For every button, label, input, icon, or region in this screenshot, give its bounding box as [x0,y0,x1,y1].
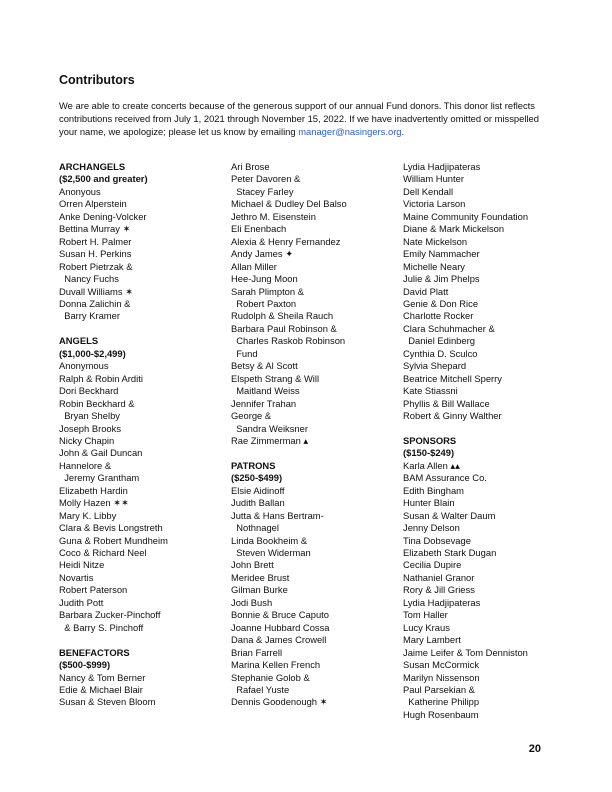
donor-name: Joanne Hubbard Cossa [231,621,330,633]
section-heading: BENEFACTORS [59,646,130,658]
donor-name: Stephanie Golob & [231,671,310,683]
donor-name: Hannelore & [59,459,112,471]
donor-name: Judith Ballan [231,497,285,509]
donor-name: Coco & Richard Neel [59,547,147,559]
donor-name: Guna & Robert Mundheim [59,534,168,546]
donor-name: David Platt [403,285,449,297]
donor-name: Barbara Paul Robinson & [231,322,337,334]
section-heading: ARCHANGELS [59,161,126,172]
donor-name: Cecilia Dupire [403,559,462,571]
donor-section [59,647,219,709]
donor-name: Robert Pietrzak & [59,260,133,272]
donor-name: Orren Alperstein [59,198,127,210]
donor-name: Nicky Chapin [59,434,115,446]
donor-name: Robert Paterson [59,584,128,596]
donor-section [59,161,219,323]
donor-name: Jodi Bush [231,596,273,608]
donor-name: Maine Community Foundation [403,210,529,222]
donor-name: Kate Stiassni [403,385,458,397]
donor-name: Anonymous [59,360,109,372]
donor-name: Barry Kramer [59,310,120,322]
donor-name: Robert Paxton [231,297,297,309]
section-range: ($150-$249) [403,447,455,459]
donor-name: Eli Enenbach [231,223,287,235]
email-link[interactable]: manager@nasingers.org [298,126,402,137]
section-range: ($250-$499) [231,472,283,484]
donor-name: Cynthia D. Sculco [403,347,478,359]
section-range: ($2,500 and greater) [59,173,148,185]
donor-name: & Barry S. Pinchoff [59,621,144,633]
donor-name: Tina Dobsevage [403,534,471,546]
donor-name: Fund [231,347,258,359]
donor-name: Victoria Larson [403,198,466,210]
donor-name: Elizabeth Hardin [59,484,128,496]
donor-name: Bonnie & Bruce Caputo [231,609,329,621]
donor-name: Jaime Leifer & Tom Denniston [403,646,528,658]
donor-section [403,435,578,721]
donor-name: Heidi Nitze [59,559,105,571]
donor-name: Tom Haller [403,609,448,621]
donor-name: Bettina Murray ✶ [59,223,131,235]
donor-name: Nathaniel Granor [403,571,475,583]
donor-name: Susan H. Perkins [59,248,132,260]
donor-name: Dori Beckhard [59,385,119,397]
donor-column-3 [403,161,578,734]
donor-name: Emily Nammacher [403,248,480,260]
donor-name: Ari Brose [231,161,270,172]
donor-name: Jeremy Grantham [59,472,140,484]
donor-name: Michael & Dudley Del Balso [231,198,347,210]
donor-section [231,161,396,447]
donor-name: Elspeth Strang & Will [231,372,320,384]
donor-name: Mary K. Libby [59,509,117,521]
donor-name: Marina Kellen French [231,659,321,671]
donor-name: Nothnagel [231,522,279,534]
donor-name: Nate Mickelson [403,235,468,247]
donor-name: Joseph Brooks [59,422,122,434]
donor-column-1 [59,161,219,721]
donor-name: Dennis Goodenough ✶ [231,696,328,708]
donor-name: Susan & Walter Daum [403,509,496,521]
donor-name: Brian Farrell [231,646,283,658]
page-title: Contributors [59,73,135,87]
donor-name: Duvall Williams ✶ [59,285,134,297]
donor-name: Nancy & Tom Berner [59,671,146,683]
donor-name: Stacey Farley [231,185,294,197]
donor-name: Elsie Aidinoff [231,484,285,496]
donor-name: Meridee Brust [231,571,290,583]
donor-name: Robert H. Palmer [59,235,132,247]
donor-name: George & [231,410,272,422]
donor-name: Daniel Edinberg [403,335,475,347]
donor-name: Lucy Kraus [403,621,450,633]
donor-name: Jethro M. Eisenstein [231,210,316,222]
donor-name: Julie & Jim Phelps [403,273,480,285]
section-range: ($1,000-$2,499) [59,347,126,359]
donor-name: Hunter Blain [403,497,455,509]
donor-section [403,161,578,423]
donor-name: Charles Raskob Robinson [231,335,346,347]
donor-column-2 [231,161,396,721]
donor-name: Clara & Bevis Longstreth [59,522,163,534]
donor-name: Diane & Mark Mickelson [403,223,505,235]
donor-name: Judith Pott [59,596,104,608]
donor-name: Rafael Yuste [231,684,290,696]
donor-name: Dell Kendall [403,185,454,197]
donor-name: Hugh Rosenbaum [403,708,479,720]
donor-name: Robert & Ginny Walther [403,410,502,422]
donor-name: Anke Dening-Volcker [59,210,147,222]
donor-name: Sandra Weiksner [231,422,308,434]
donor-name: Michelle Neary [403,260,465,272]
donor-name: Linda Bookheim & [231,534,308,546]
donor-name: Ralph & Robin Arditi [59,372,143,384]
donor-name: Jenny Delson [403,522,460,534]
donor-name: Lydia Hadjipateras [403,161,481,172]
donor-name: Anonyous [59,185,101,197]
donor-section [231,460,396,709]
donor-name: Susan McCormick [403,659,480,671]
donor-name: Katherine Philipp [403,696,480,708]
donor-name: Jutta & Hans Bertram- [231,509,324,521]
donor-name: Hee-Jung Moon [231,273,298,285]
donor-name: Jennifer Trahan [231,397,297,409]
donor-name: Dana & James Crowell [231,634,327,646]
section-heading: SPONSORS [403,434,457,446]
intro-tail: . [401,126,405,137]
donor-name: Nancy Fuchs [59,273,119,285]
section-range: ($500-$999) [59,659,111,671]
donor-name: Marilyn Nissenson [403,671,480,683]
donor-name: Rae Zimmerman ▴ [231,434,309,446]
donor-name: Lydia Hadjipateras [403,596,481,608]
donor-name: Charlotte Rocker [403,310,474,322]
donor-name: Sarah Plimpton & [231,285,304,297]
donor-name: Edie & Michael Blair [59,684,143,695]
page-number: 20 [528,743,541,755]
section-heading: PATRONS [231,459,276,471]
donor-name: Mary Lambert [403,634,461,646]
donor-name: Andy James ✦ [231,248,294,260]
donor-name: Genie & Don Rice [403,297,479,309]
donor-name: Gilman Burke [231,584,288,596]
donor-name: Novartis [59,571,94,583]
donor-name: Edith Bingham [403,484,464,496]
donor-name: Robin Beckhard & [59,397,135,409]
donor-name: Phyllis & Bill Wallace [403,397,490,409]
donor-name: Donna Zalichin & [59,297,131,309]
donor-name: BAM Assurance Co. [403,472,487,484]
section-heading: ANGELS [59,335,99,347]
intro-text: We are able to create concerts because of the generous support of our annual Fund donors. This donor list reflects contributions received from July 1, 2021 through November 15, 2022. If we have inadvertently omitted or misspelled your name, we apologize; please let us know by emailing [59,100,539,137]
donor-name: Beatrice Mitchell Sperry [403,372,502,384]
donor-name: John Brett [231,559,274,571]
donor-name: Betsy & Al Scott [231,360,298,372]
donor-name: Steven Widerman [231,547,311,559]
donor-name: Clara Schuhmacher & [403,322,495,334]
donor-name: Sylvia Shepard [403,360,467,372]
donor-name: Bryan Shelby [59,410,120,422]
intro-paragraph [59,99,559,138]
donor-section [59,335,219,634]
donor-name: Paul Parsekian & [403,684,475,696]
donor-name: Barbara Zucker-Pinchoff [59,609,161,621]
donor-name: Karla Allen ▴▴ [403,459,460,471]
donor-name: Alexia & Henry Fernandez [231,235,341,247]
donor-name: Allan Miller [231,260,277,272]
donor-name: Elizabeth Stark Dugan [403,547,497,559]
donor-name: Rudolph & Sheila Rauch [231,310,334,322]
donor-name: Susan & Steven Bloom [59,696,156,708]
donor-name: Rory & Jill Griess [403,584,475,596]
donor-name: Maitland Weiss [231,385,300,397]
donor-name: John & Gail Duncan [59,447,143,459]
donor-name: Peter Davoren & [231,173,301,185]
donor-name: Molly Hazen ✶✶ [59,497,129,509]
donor-name: William Hunter [403,173,464,185]
